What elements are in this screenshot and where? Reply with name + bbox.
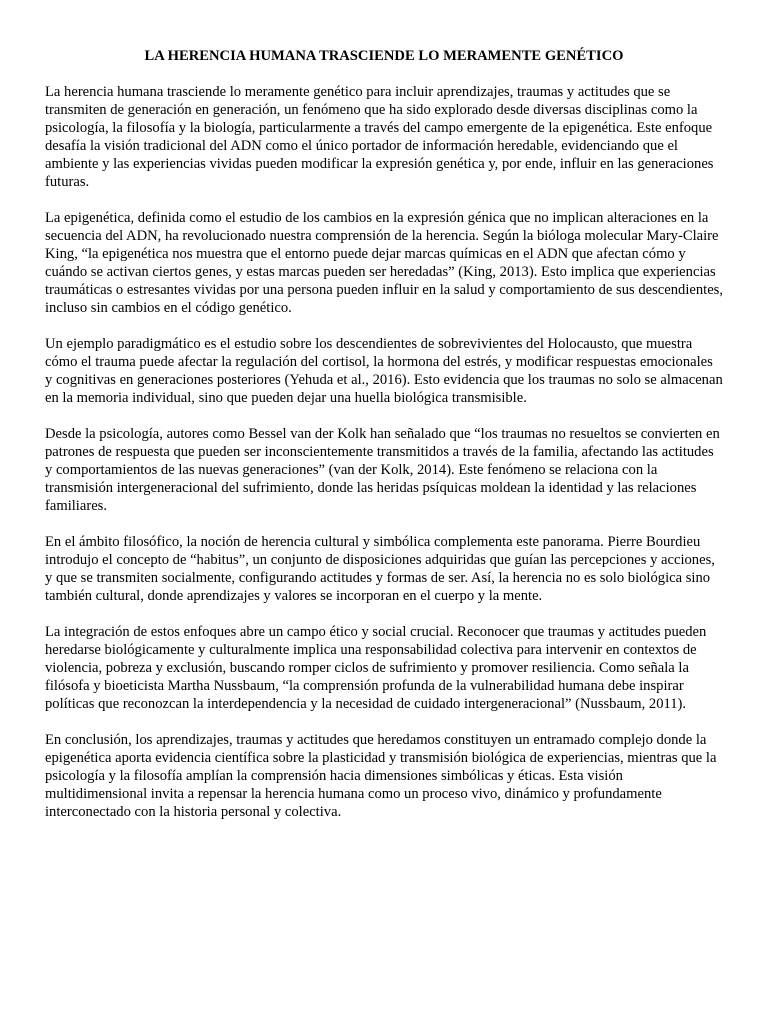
paragraph-epigenetics: La epigenética, definida como el estudio de los cambios en la expresión génica que no implican alteraciones en la secuencia del ADN, ha revolucionado nuestra comprensión de la herencia. Según la bióloga molecular Mary-Claire King, “la epigenética nos muestra que el entorno puede dejar marcas químicas en el ADN que afectan cómo y cuándo se activan ciertos genes, y estas marcas pueden ser heredadas” (King, 2013). Esto implica que experiencias traumáticas o estresantes vividas por una persona pueden influir en la salud y comportamiento de sus descendientes, incluso sin cambios en el código genético. (45, 210, 724, 316)
paragraph-holocaust-study: Un ejemplo paradigmático es el estudio sobre los descendientes de sobrevivientes del Holocausto, que muestra cómo el trauma puede afectar la regulación del cortisol, la hormona del estrés, y modificar respuestas emocionales y cognitivas en generaciones posteriores (Yehuda et al., 2016). Esto evidencia que los traumas no solo se almacenan en la memoria individual, sino que pueden dejar una huella biológica transmisible. (45, 336, 723, 406)
paragraph-introduction: La herencia humana trasciende lo meramente genético para incluir aprendizajes, traumas y actitudes que se transmiten de generación en generación, un fenómeno que ha sido explorado desde diversas disciplinas como la psicología, la filosofía y la biología, particularmente a través del campo emergente de la epigenética. Este enfoque desafía la visión tradicional del ADN como el único portador de información heredable, evidenciando que el ambiente y las experiencias vividas pueden modificar la expresión genética y, por ende, influir en las generaciones futuras. (45, 84, 714, 190)
document-body (45, 47, 723, 839)
paragraph-ethics: La integración de estos enfoques abre un campo ético y social crucial. Reconocer que traumas y actitudes pueden heredarse biológicamente y culturalmente implica una responsabilidad colectiva para intervenir en contextos de violencia, pobreza y exclusión, buscando romper ciclos de sufrimiento y promover resiliencia. Como señala la filósofa y bioeticista Martha Nussbaum, “la comprensión profunda de la vulnerabilidad humana debe inspirar políticas que reconozcan la interdependencia y la necesidad de cuidado intergeneracional” (Nussbaum, 2011). (45, 624, 707, 712)
document-title: LA HERENCIA HUMANA TRASCIENDE LO MERAMENTE GENÉTICO (144, 48, 624, 64)
paragraph-psychology: Desde la psicología, autores como Bessel van der Kolk han señalado que “los traumas no resueltos se convierten en patrones de respuesta que pueden ser inconscientemente transmitidos a través de la familia, afectando las actitudes y comportamientos de las nuevas generaciones” (van der Kolk, 2014). Este fenómeno se relaciona con la transmisión intergeneracional del sufrimiento, donde las heridas psíquicas moldean la identidad y las relaciones familiares. (45, 426, 720, 514)
paragraph-philosophy: En el ámbito filosófico, la noción de herencia cultural y simbólica complementa este panorama. Pierre Bourdieu introdujo el concepto de “habitus”, un conjunto de disposiciones adquiridas que guían las percepciones y acciones, y que se transmiten socialmente, configurando actitudes y formas de ser. Así, la herencia no es solo biológica sino también cultural, donde aprendizajes y valores se incorporan en el cuerpo y la mente. (45, 534, 715, 604)
paragraph-conclusion: En conclusión, los aprendizajes, traumas y actitudes que heredamos constituyen un entramado complejo donde la epigenética aporta evidencia científica sobre la plasticidad y transmisión biológica de experiencias, mientras que la psicología y la filosofía amplían la comprensión hacia dimensiones simbólicas y éticas. Esta visión multidimensional invita a repensar la herencia humana como un proceso vivo, dinámico y profundamente interconectado con la historia personal y colectiva. (45, 732, 717, 820)
